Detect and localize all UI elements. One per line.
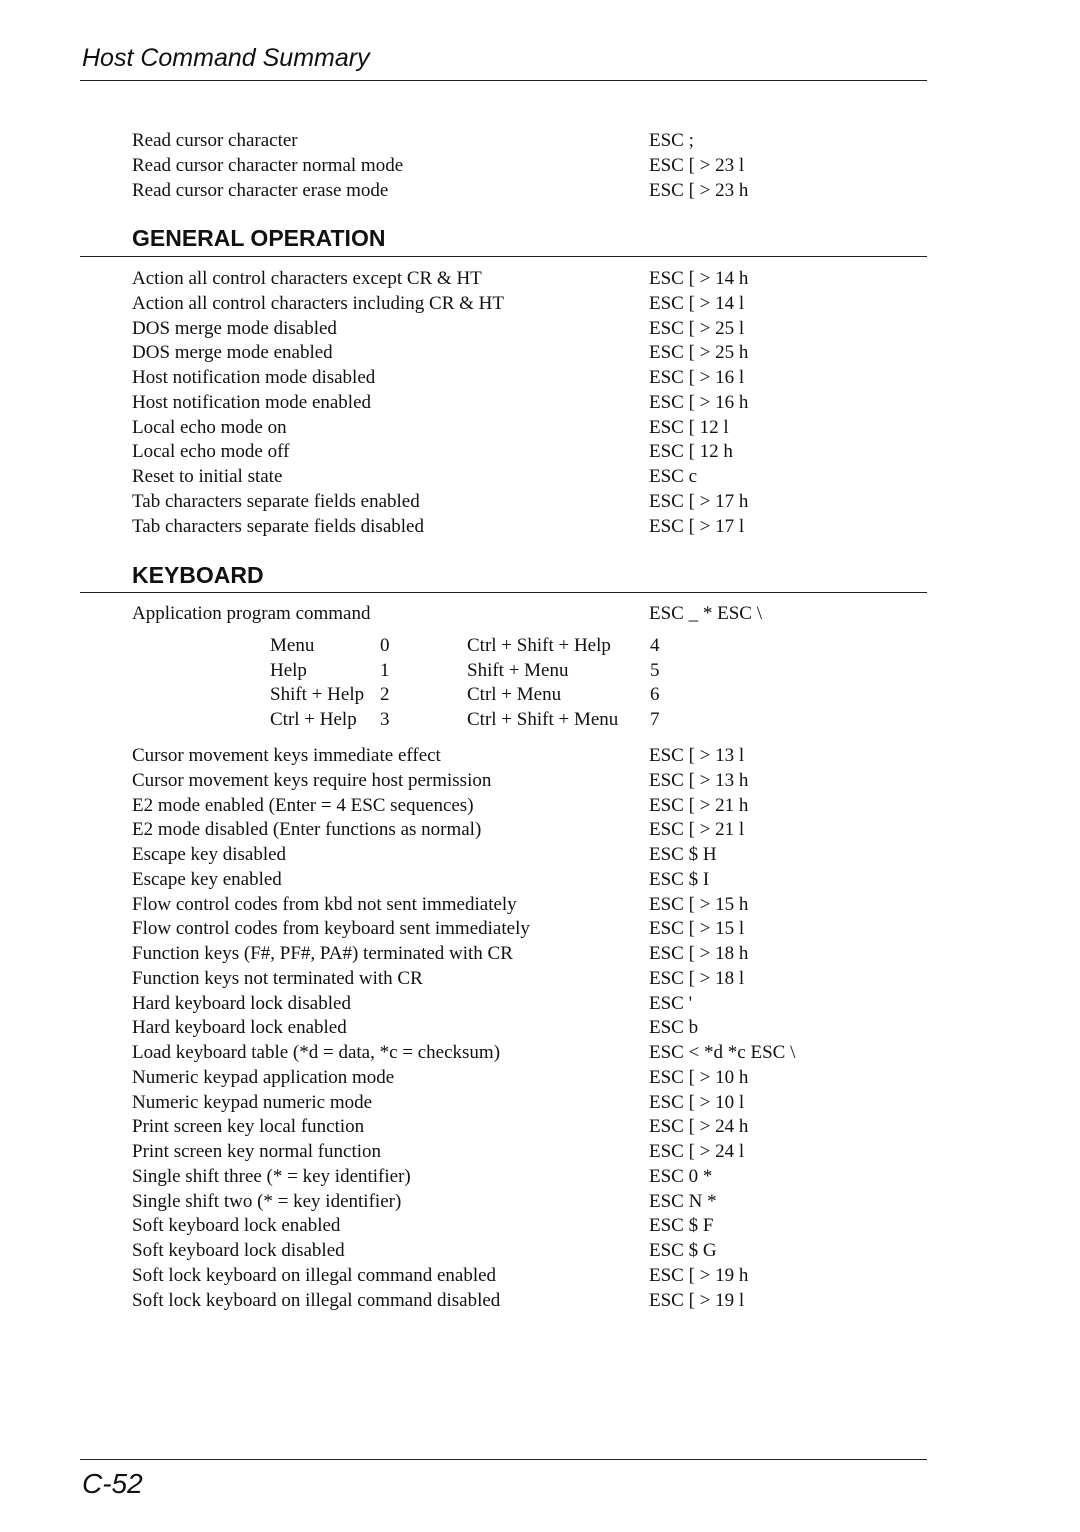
command-sequence: ESC [ > 21 l	[649, 819, 745, 841]
key-code: 2	[380, 684, 390, 706]
command-row	[132, 869, 932, 894]
key-name: Help	[270, 659, 307, 681]
command-row	[132, 1042, 932, 1067]
command-description: Host notification mode enabled	[132, 391, 372, 413]
command-row	[132, 968, 932, 993]
command-description: Load keyboard table (*d = data, *c = checksum)	[132, 1042, 501, 1063]
command-row	[132, 441, 932, 466]
command-description: Read cursor character normal mode	[132, 154, 404, 176]
command-sequence: ESC N *	[649, 1190, 717, 1212]
command-sequence: ESC [ 12 h	[649, 441, 733, 463]
command-sequence: ESC [ > 13 h	[649, 769, 749, 791]
key-name: Ctrl + Shift + Help	[467, 635, 611, 656]
command-sequence: ESC [ > 14 h	[649, 268, 749, 289]
key-name: Menu	[270, 635, 315, 656]
command-row	[132, 1240, 932, 1265]
command-sequence: ESC [ > 15 h	[649, 893, 749, 915]
command-row	[132, 1191, 932, 1216]
command-description: Tab characters separate fields disabled	[132, 515, 424, 537]
command-row	[132, 268, 932, 293]
command-description: Soft lock keyboard on illegal command enabled	[132, 1264, 497, 1286]
command-sequence: ESC [ > 19 h	[649, 1264, 749, 1286]
command-row	[132, 1092, 932, 1117]
command-description: DOS merge mode disabled	[132, 317, 337, 339]
command-description: E2 mode enabled (Enter = 4 ESC sequences)	[132, 794, 474, 816]
command-description: Function keys (F#, PF#, PA#) terminated with CR	[132, 943, 513, 964]
command-sequence: ESC [ > 10 l	[649, 1091, 745, 1113]
section-rule	[80, 592, 927, 593]
command-sequence: ESC [ > 24 l	[649, 1141, 745, 1162]
command-row	[132, 1265, 932, 1290]
command-sequence: ESC [ > 19 l	[649, 1289, 745, 1311]
key-name: Ctrl + Shift + Menu	[467, 708, 619, 730]
key-code: 4	[650, 635, 660, 656]
command-sequence: ESC [ > 16 l	[649, 367, 745, 388]
key-code-row	[0, 635, 1080, 660]
command-description: Flow control codes from keyboard sent immediately	[132, 918, 530, 940]
command-description: Escape key enabled	[132, 868, 282, 890]
command-description: Action all control characters except CR & HT	[132, 268, 482, 289]
command-description: Host notification mode disabled	[132, 367, 376, 388]
key-code: 6	[650, 684, 660, 706]
key-code: 0	[380, 635, 390, 656]
command-row	[132, 318, 932, 343]
command-row	[132, 1215, 932, 1240]
command-description: Soft lock keyboard on illegal command disabled	[132, 1289, 501, 1311]
command-row	[132, 1290, 932, 1315]
command-row	[132, 819, 932, 844]
command-sequence: ESC [ > 21 h	[649, 794, 749, 816]
key-code-row	[0, 684, 1080, 709]
command-sequence: ESC [ > 18 h	[649, 943, 749, 964]
key-name: Shift + Menu	[467, 659, 569, 681]
command-description: Tab characters separate fields enabled	[132, 490, 420, 512]
command-sequence: ESC [ > 25 l	[649, 317, 745, 339]
command-row	[132, 1067, 932, 1092]
command-row	[132, 770, 932, 795]
command-description: Single shift two (* = key identifier)	[132, 1190, 402, 1212]
command-description: Hard keyboard lock disabled	[132, 992, 351, 1014]
header-rule	[80, 80, 927, 81]
command-description: Escape key disabled	[132, 844, 287, 865]
command-row	[132, 894, 932, 919]
key-name: Ctrl + Menu	[467, 684, 562, 706]
command-sequence: ESC [ 12 l	[649, 416, 729, 438]
command-sequence: ESC b	[649, 1017, 699, 1039]
command-sequence: ESC [ > 15 l	[649, 918, 745, 940]
command-sequence: ESC $ F	[649, 1215, 714, 1237]
command-sequence: ESC [ > 10 h	[649, 1066, 749, 1088]
key-code-row	[0, 660, 1080, 685]
key-code: 5	[650, 659, 660, 681]
command-row	[132, 943, 932, 968]
command-description: Soft keyboard lock enabled	[132, 1215, 341, 1237]
command-row	[132, 603, 932, 628]
key-name: Ctrl + Help	[270, 708, 357, 730]
command-row	[132, 130, 932, 155]
command-row	[132, 367, 932, 392]
command-row	[132, 1116, 932, 1141]
command-row	[132, 180, 932, 205]
command-description: Single shift three (* = key identifier)	[132, 1165, 411, 1187]
command-description: DOS merge mode enabled	[132, 342, 333, 364]
key-code-row	[0, 709, 1080, 734]
command-row	[132, 466, 932, 491]
command-description: Local echo mode on	[132, 416, 287, 438]
command-description: Action all control characters including CR & HT	[132, 292, 504, 314]
command-description: E2 mode disabled (Enter functions as normal)	[132, 819, 482, 841]
command-sequence: ESC [ > 14 l	[649, 292, 745, 314]
command-description: Read cursor character	[132, 130, 298, 151]
command-row	[132, 1017, 932, 1042]
command-description: Numeric keypad application mode	[132, 1066, 395, 1088]
command-sequence: ESC _ * ESC \	[649, 603, 762, 624]
command-row	[132, 342, 932, 367]
command-row	[132, 155, 932, 180]
key-code: 1	[380, 659, 390, 681]
command-description: Print screen key normal function	[132, 1141, 382, 1162]
page-number: C-52	[82, 1468, 143, 1499]
command-description: Print screen key local function	[132, 1116, 365, 1138]
command-row	[132, 745, 932, 770]
command-sequence: ESC $ I	[649, 868, 710, 890]
command-sequence: ESC 0 *	[649, 1165, 713, 1187]
command-sequence: ESC [ > 13 l	[649, 745, 745, 766]
section-heading-general-operation: GENERAL OPERATION	[132, 225, 386, 251]
command-row	[132, 993, 932, 1018]
section-heading-keyboard: KEYBOARD	[132, 562, 264, 588]
command-description: Soft keyboard lock disabled	[132, 1240, 345, 1261]
command-sequence: ESC < *d *c ESC \	[649, 1042, 796, 1063]
command-description: Cursor movement keys immediate effect	[132, 745, 441, 766]
command-description: Function keys not terminated with CR	[132, 967, 423, 989]
footer-rule	[80, 1459, 927, 1460]
command-row	[132, 293, 932, 318]
command-sequence: ESC c	[649, 466, 698, 487]
key-code: 7	[650, 708, 660, 730]
command-description: Numeric keypad numeric mode	[132, 1091, 373, 1113]
command-sequence: ESC ;	[649, 130, 694, 151]
command-sequence: ESC [ > 24 h	[649, 1116, 749, 1138]
command-row	[132, 844, 932, 869]
command-description: Local echo mode off	[132, 441, 290, 463]
command-row	[132, 417, 932, 442]
command-row	[132, 918, 932, 943]
command-description: Cursor movement keys require host permission	[132, 769, 492, 791]
command-row	[132, 1166, 932, 1191]
command-sequence: ESC [ > 23 l	[649, 154, 745, 176]
key-code: 3	[380, 708, 390, 730]
command-description: Application program command	[132, 603, 371, 624]
command-row	[132, 1141, 932, 1166]
command-description: Hard keyboard lock enabled	[132, 1017, 347, 1039]
command-description: Read cursor character erase mode	[132, 179, 389, 201]
section-rule	[80, 256, 927, 257]
key-name: Shift + Help	[270, 684, 365, 706]
command-sequence: ESC '	[649, 992, 693, 1014]
command-sequence: ESC [ > 17 h	[649, 490, 749, 512]
command-sequence: ESC [ > 16 h	[649, 391, 749, 413]
command-sequence: ESC [ > 18 l	[649, 967, 745, 989]
command-sequence: ESC $ G	[649, 1240, 717, 1261]
command-row	[132, 491, 932, 516]
command-row	[132, 795, 932, 820]
command-sequence: ESC [ > 23 h	[649, 179, 749, 201]
page-header-title: Host Command Summary	[82, 44, 370, 72]
command-row	[132, 516, 932, 541]
command-description: Reset to initial state	[132, 466, 283, 487]
command-row	[132, 392, 932, 417]
command-description: Flow control codes from kbd not sent immediately	[132, 893, 517, 915]
command-sequence: ESC [ > 25 h	[649, 342, 749, 364]
command-sequence: ESC $ H	[649, 844, 717, 865]
command-sequence: ESC [ > 17 l	[649, 515, 745, 537]
